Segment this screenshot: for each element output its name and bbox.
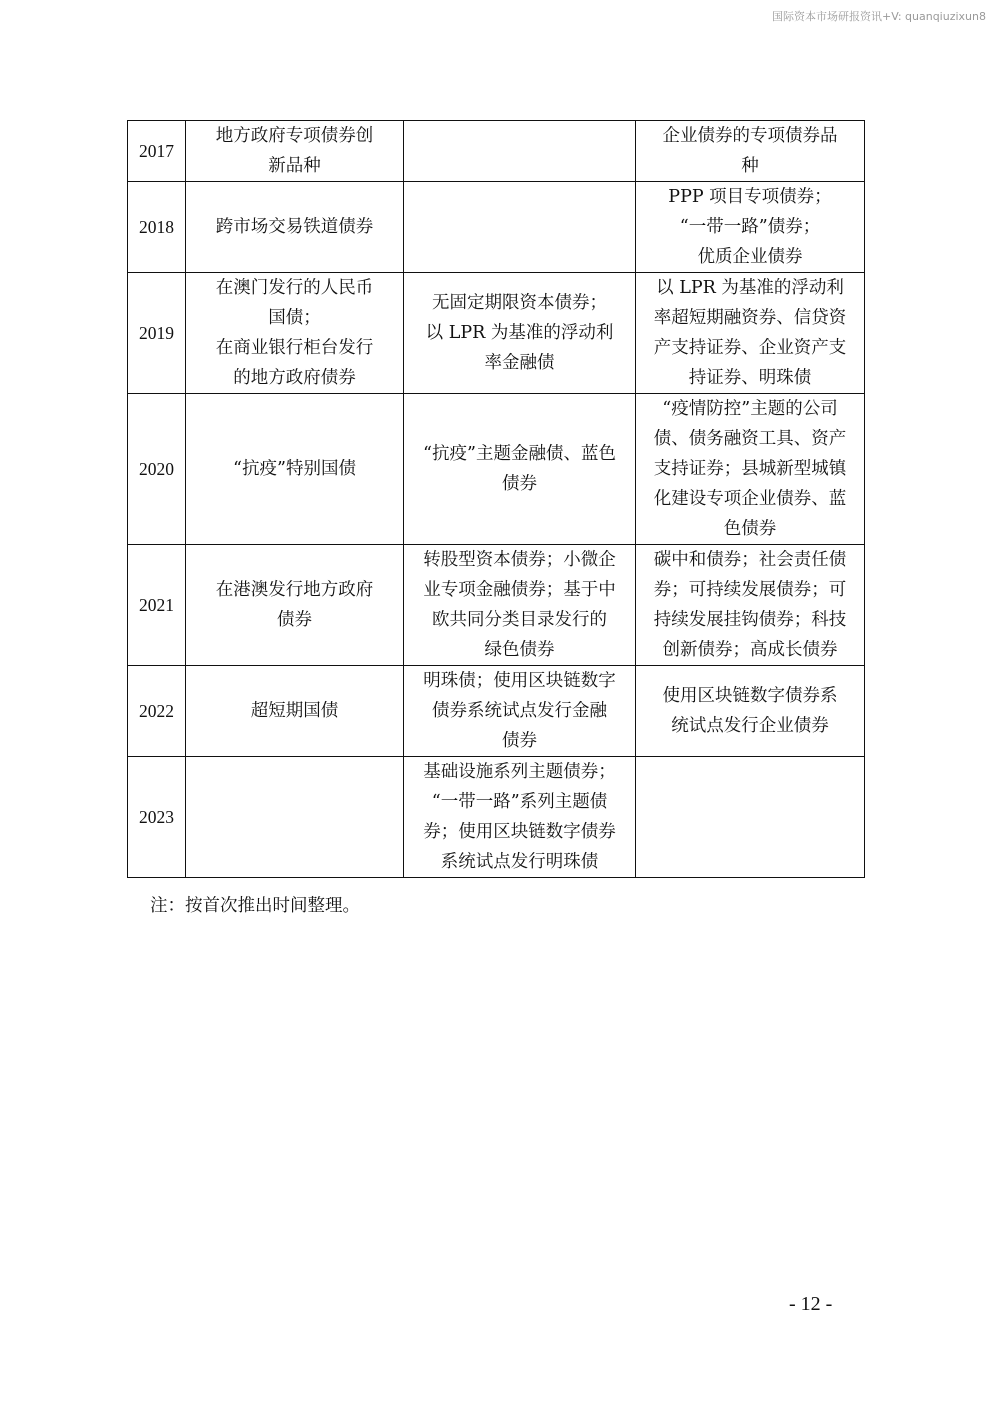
year-cell: 2017	[128, 121, 186, 182]
table-row	[128, 121, 865, 182]
financial-bond-cell: “抗疫”主题金融债、蓝色 债券	[404, 394, 636, 545]
year-cell: 2022	[128, 666, 186, 757]
financial-bond-cell: 明珠债；使用区块链数字 债券系统试点发行金融 债券	[404, 666, 636, 757]
govt-bond-cell: “抗疫”特别国债	[186, 394, 404, 545]
corporate-bond-cell: 企业债券的专项债券品 种	[636, 121, 865, 182]
financial-bond-cell: 基础设施系列主题债券； “一带一路”系列主题债 券；使用区块链数字债券 系统试点发行明珠债	[404, 757, 636, 878]
table-body	[128, 121, 865, 878]
table-row	[128, 545, 865, 666]
year-cell: 2021	[128, 545, 186, 666]
corporate-bond-cell: 以 LPR 为基准的浮动利 率超短期融资券、信贷资 产支持证券、企业资产支 持证券、明珠债	[636, 273, 865, 394]
financial-bond-cell	[404, 182, 636, 273]
table-row	[128, 757, 865, 878]
financial-bond-cell	[404, 121, 636, 182]
table-row	[128, 273, 865, 394]
corporate-bond-cell	[636, 757, 865, 878]
table-row	[128, 666, 865, 757]
watermark: 国际资本市场研报资讯+V: quanqiuzixun8	[771, 10, 986, 23]
year-cell: 2019	[128, 273, 186, 394]
corporate-bond-cell: 使用区块链数字债券系 统试点发行企业债券	[636, 666, 865, 757]
table-note: 注：按首次推出时间整理。	[150, 896, 360, 916]
govt-bond-cell	[186, 757, 404, 878]
financial-bond-cell: 转股型资本债券；小微企 业专项金融债券；基于中 欧共同分类目录发行的 绿色债券	[404, 545, 636, 666]
govt-bond-cell: 在港澳发行地方政府 债券	[186, 545, 404, 666]
govt-bond-cell: 在澳门发行的人民币 国债； 在商业银行柜台发行 的地方政府债券	[186, 273, 404, 394]
corporate-bond-cell: 碳中和债券；社会责任债 券；可持续发展债券；可 持续发展挂钩债券；科技 创新债券；高成长债券	[636, 545, 865, 666]
year-cell: 2020	[128, 394, 186, 545]
bond-innovation-table	[127, 120, 865, 878]
corporate-bond-cell: “疫情防控”主题的公司 债、债务融资工具、资产 支持证券；县城新型城镇 化建设专项企业债券、蓝 色债券	[636, 394, 865, 545]
govt-bond-cell: 地方政府专项债券创 新品种	[186, 121, 404, 182]
govt-bond-cell: 跨市场交易铁道债券	[186, 182, 404, 273]
table-row	[128, 182, 865, 273]
page-number: - 12 -	[789, 1293, 833, 1315]
year-cell: 2023	[128, 757, 186, 878]
year-cell: 2018	[128, 182, 186, 273]
govt-bond-cell: 超短期国债	[186, 666, 404, 757]
table-row	[128, 394, 865, 545]
financial-bond-cell: 无固定期限资本债券； 以 LPR 为基准的浮动利 率金融债	[404, 273, 636, 394]
corporate-bond-cell: PPP 项目专项债券； “一带一路”债券； 优质企业债券	[636, 182, 865, 273]
